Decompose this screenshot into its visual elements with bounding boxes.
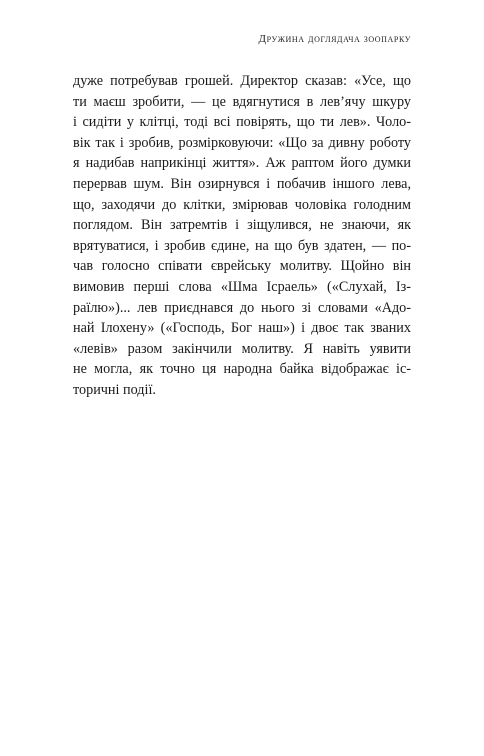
text-line: раїлю»)... лев приєднався до нього зі словами «Адо- <box>73 299 411 316</box>
text-line: не могла, як точно ця народна байка відображає іс- <box>73 361 411 378</box>
body-paragraph <box>73 71 411 401</box>
running-head-title: Дружина доглядача зоопарку <box>258 33 411 45</box>
text-line: торичні події. <box>73 381 156 398</box>
text-line: дуже потребував грошей. Директор сказав: «Усе, що <box>73 73 411 89</box>
text-line: і сидіти у клітці, тоді всі повірять, що ти лев». Чоло- <box>73 114 411 131</box>
text-line: що, заходячи до клітки, змірював чоловіка голодним <box>73 196 411 213</box>
text-line: чав голосно співати єврейську молитву. Щойно він <box>73 258 411 275</box>
text-line: вимовив перші слова «Шма Ісраель» («Слухай, Із- <box>73 278 411 295</box>
text-line: врятуватися, і зробив єдине, на що був здатен, — по- <box>73 237 411 254</box>
text-line: перервав шум. Він озирнувся і побачив іншого лева, <box>73 175 411 192</box>
text-line: я надибав наприкінці життя». Аж раптом його думки <box>73 155 411 172</box>
text-line: поглядом. Він затремтів і зіщулився, не знаючи, як <box>73 217 411 234</box>
text-line: «левів» разом закінчили молитву. Я навіть уявити <box>73 340 411 357</box>
text-line: ти маєш зробити, — це вдягнутися в лев’ячу шкуру <box>73 93 411 110</box>
text-line: най Ілохену» («Господь, Бог наш») і двоє так званих <box>73 320 411 337</box>
text-line: вік так і зробив, розмірковуючи: «Що за дивну роботу <box>73 134 411 151</box>
